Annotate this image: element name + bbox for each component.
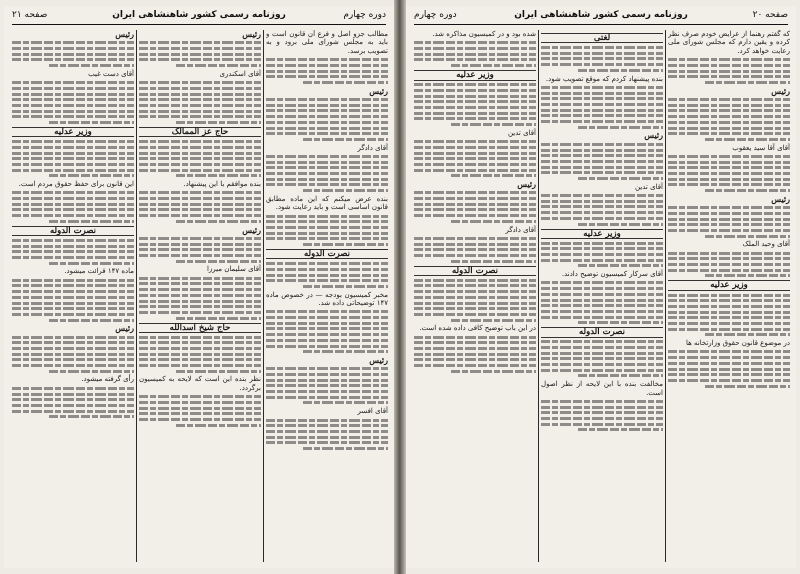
speaker-label: رئیس (242, 30, 261, 39)
text-paragraph: مخبر کمیسیون بودجه — در خصوص ماده ۱۴۷ توضیحاتی داده شد. (266, 290, 388, 307)
body-text-lines (541, 143, 663, 180)
speaker-heading: لغتی (541, 33, 663, 43)
body-text-lines (414, 336, 536, 373)
speaker-heading: نصرت الدوله (12, 226, 134, 236)
left-page-number: صفحه ۲۱ (12, 10, 48, 20)
body-text-lines (668, 58, 790, 84)
text-paragraph: آقای سرکار کمیسیون توضیح دادند. (561, 270, 663, 279)
body-text-lines (139, 277, 261, 320)
speaker-label: رئیس (517, 178, 536, 189)
body-text-lines (668, 98, 790, 141)
body-text-lines (266, 310, 388, 353)
left-issue: دوره چهارم (343, 10, 386, 20)
body-text-lines (668, 155, 790, 192)
speaker-heading: نصرت الدوله (541, 327, 663, 337)
body-text-lines (541, 46, 663, 72)
speaker-heading: وزیر عدلیه (668, 280, 790, 290)
text-paragraph: رأی گرفته میشود. (81, 375, 134, 384)
body-text-lines (12, 279, 134, 322)
text-paragraph: مخالفت بنده با این لایحه از نظر اصول است. (541, 380, 663, 397)
body-text-lines (266, 98, 388, 141)
body-text-lines (12, 191, 134, 222)
speaker-label: رئیس (369, 85, 388, 96)
speaker-label: رئیس (242, 224, 261, 235)
text-paragraph: آقای تدین (634, 182, 663, 191)
body-text-lines (266, 215, 388, 246)
speaker-heading: وزیر عدلیه (12, 127, 134, 137)
column-rule (263, 30, 264, 562)
text-paragraph: بنده موافقم با این پیشنهاد. (183, 179, 261, 188)
left-newspaper-title: روزنامه رسمی کشور شاهنشاهی ایران (112, 10, 286, 20)
body-text-lines (12, 387, 134, 418)
body-text-lines (414, 140, 536, 177)
text-paragraph: این قانون برای حفظ حقوق مردم است. (18, 179, 134, 188)
right-column-3 (414, 30, 536, 562)
text-paragraph: بنده عرض میکنم که این ماده مطابق قانون اساسی است و باید رعایت شود. (266, 194, 388, 212)
text-paragraph: آقای آقا سید یعقوب (732, 143, 790, 152)
text-paragraph: که گفتم رهنما از عرایض خودم صرف نظر کرده و یقین دارم که مجلس شورای ملی رعایت خواهد کرد. (668, 30, 790, 55)
body-text-lines (139, 336, 261, 373)
body-text-lines (668, 350, 790, 387)
body-text-lines (541, 340, 663, 377)
column-rule (136, 30, 137, 562)
left-running-head (12, 10, 386, 25)
text-paragraph: آقای دادگر (357, 143, 388, 152)
text-paragraph: آقای وحید الملک (742, 240, 790, 249)
body-text-lines (266, 367, 388, 404)
body-text-lines (414, 41, 536, 67)
body-text-lines (541, 281, 663, 324)
body-text-lines (668, 252, 790, 278)
body-text-lines (12, 41, 134, 67)
text-paragraph: بنده پیشنهاد کردم که موقع تصویب شود. (545, 74, 663, 83)
speaker-label: رئیس (771, 85, 790, 96)
body-text-lines (266, 419, 388, 450)
left-page (4, 6, 394, 568)
right-column-1 (668, 30, 790, 562)
body-text-lines (139, 140, 261, 177)
text-paragraph: آقای سلیمان میرزا (206, 265, 261, 274)
body-text-lines (414, 191, 536, 222)
speaker-label: رئیس (115, 323, 134, 334)
speaker-label: رئیس (644, 130, 663, 141)
text-paragraph: آقای تدین (507, 128, 536, 137)
body-text-lines (541, 400, 663, 431)
body-text-lines (139, 191, 261, 222)
column-rule (538, 30, 539, 562)
body-text-lines (12, 239, 134, 265)
speaker-heading: نصرت الدوله (414, 266, 536, 276)
body-text-lines (414, 279, 536, 322)
body-text-lines (139, 395, 261, 426)
right-running-head (414, 10, 788, 25)
speaker-heading: وزیر عدلیه (414, 70, 536, 80)
body-text-lines (266, 262, 388, 288)
body-text-lines (668, 294, 790, 337)
left-columns (10, 30, 388, 562)
speaker-heading: حاج شیخ اسدالله (139, 323, 261, 333)
text-paragraph: آقای دست غیب (88, 69, 134, 78)
body-text-lines (668, 206, 790, 237)
body-text-lines (12, 81, 134, 124)
body-text-lines (266, 58, 388, 84)
right-columns (412, 30, 790, 562)
text-paragraph: مطالب جزو اصل و فرع آن قانون است و باید به مجلس شورای ملی برود و به تصویب برسد. (266, 30, 388, 55)
text-paragraph: شده بود و در کمیسیون مذاکره شد. (432, 30, 536, 38)
speaker-label: رئیس (771, 193, 790, 204)
speaker-label: رئیس (369, 354, 388, 365)
speaker-label: رئیس (115, 30, 134, 39)
text-paragraph: آقای افسر (357, 407, 388, 416)
text-paragraph: آقای اسکندری (219, 69, 261, 78)
body-text-lines (12, 336, 134, 373)
left-column-2 (139, 30, 261, 562)
text-paragraph: در این باب توضیح کافی داده شده است. (419, 324, 536, 333)
text-paragraph: نظر بنده این است که لایحه به کمیسیون برگردد. (139, 375, 261, 392)
body-text-lines (139, 81, 261, 124)
text-paragraph: ماده ۱۴۷ قرائت میشود. (64, 267, 134, 276)
right-newspaper-title: روزنامه رسمی کشور شاهنشاهی ایران (514, 10, 688, 20)
right-column-2 (541, 30, 663, 562)
column-rule (665, 30, 666, 562)
right-issue: دوره چهارم (414, 10, 457, 20)
binding-gutter (394, 0, 406, 574)
body-text-lines (12, 140, 134, 177)
right-page-number: صفحه ۲۰ (752, 10, 788, 20)
speaker-heading: حاج عز الممالک (139, 127, 261, 137)
body-text-lines (541, 86, 663, 129)
body-text-lines (541, 194, 663, 225)
body-text-lines (414, 237, 536, 263)
speaker-heading: وزیر عدلیه (541, 229, 663, 239)
text-paragraph: در موضوع قانون حقوق وزارتخانه ها (685, 339, 790, 348)
speaker-heading: نصرت الدوله (266, 249, 388, 259)
body-text-lines (541, 242, 663, 268)
left-column-3 (12, 30, 134, 562)
body-text-lines (414, 83, 536, 126)
left-column-1 (266, 30, 388, 562)
right-page (406, 6, 796, 568)
body-text-lines (266, 155, 388, 192)
text-paragraph: آقای دادگر (505, 225, 536, 234)
body-text-lines (139, 41, 261, 67)
body-text-lines (139, 237, 261, 263)
